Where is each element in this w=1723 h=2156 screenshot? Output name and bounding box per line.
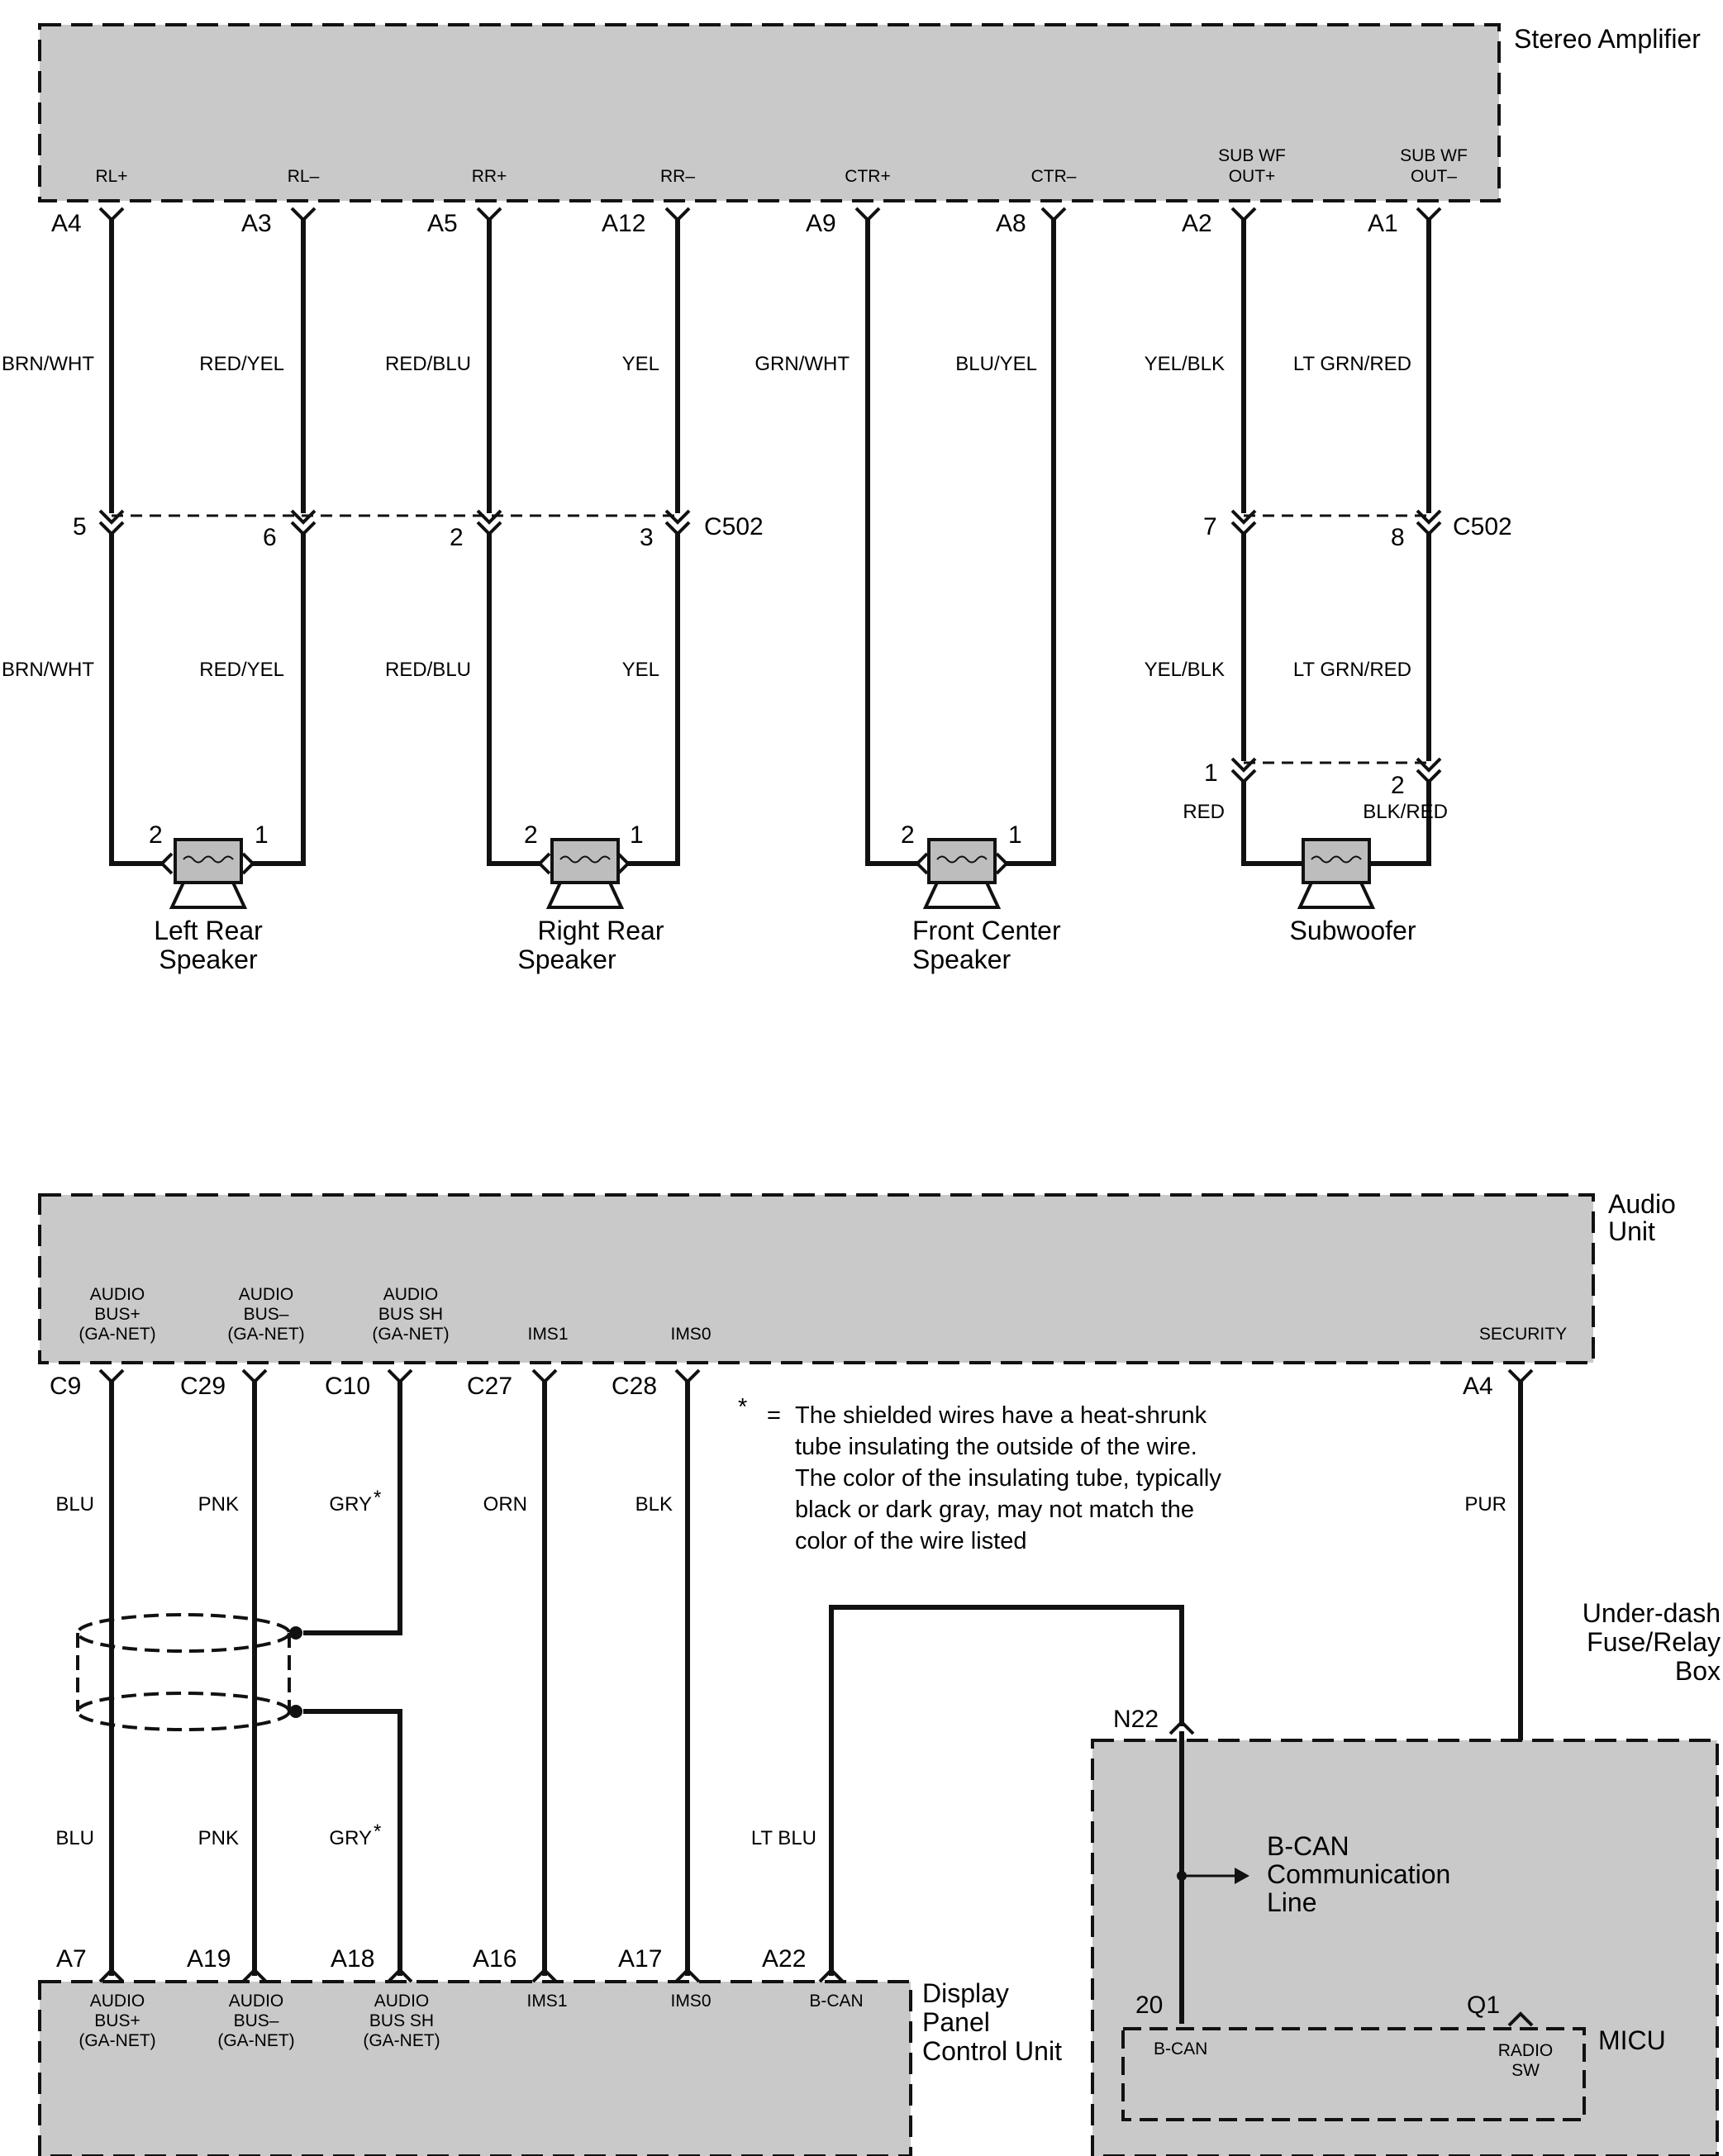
left-rear-speaker-label-2: Speaker	[159, 945, 258, 974]
c502-pin-2: 2	[450, 524, 464, 551]
wire-label-red-blu-2: RED/BLU	[384, 659, 471, 681]
right-rear-speaker	[489, 840, 678, 907]
dp-bus-sh-3: (GA-NET)	[363, 2031, 440, 2050]
fuse-box-title-1: Under-dash	[1582, 1598, 1721, 1628]
audio-unit-title-1: Audio	[1608, 1189, 1676, 1219]
c502-pin-3: 3	[640, 524, 654, 551]
amp-terminal-rl-plus: RL+	[95, 167, 128, 186]
right-rear-speaker-label-1: Right Rear	[537, 916, 664, 945]
shielded-wire-note	[738, 1394, 1221, 1554]
bcan-label-2: Communication	[1267, 1859, 1451, 1889]
sub-pin-1: 1	[1204, 759, 1218, 787]
dp-pin-a16: A16	[473, 1945, 517, 1973]
dp-bus-sh-2: BUS SH	[369, 2011, 435, 2030]
front-center-speaker	[868, 840, 1054, 907]
dp-pin-a19: A19	[187, 1945, 231, 1973]
amp-terminal-subwf-minus-2: OUT–	[1410, 167, 1458, 186]
fuse-box-title-3: Box	[1674, 1656, 1721, 1686]
note-line-3: The color of the insulating tube, typically	[795, 1465, 1221, 1492]
au-pin-c9: C9	[50, 1373, 82, 1400]
stereo-amplifier-box	[40, 25, 1499, 201]
wire-label-red-yel-2: RED/YEL	[199, 659, 284, 681]
bus-wire-blu-2: BLU	[55, 1827, 94, 1849]
dp-bus-plus-1: AUDIO	[89, 1992, 145, 2011]
au-bus-sh-3: (GA-NET)	[372, 1325, 450, 1344]
dp-bus-minus-2: BUS–	[233, 2011, 279, 2030]
au-bus-sh-1: AUDIO	[383, 1285, 439, 1304]
au-bus-minus-1: AUDIO	[238, 1285, 294, 1304]
amp-pin-a8: A8	[996, 210, 1026, 237]
dp-pin-a17: A17	[618, 1945, 663, 1973]
au-pin-a4: A4	[1463, 1373, 1493, 1400]
amp-terminal-subwf-minus-1: SUB WF	[1400, 146, 1468, 165]
au-bus-plus-2: BUS+	[94, 1305, 140, 1324]
micu-bcan-label: B-CAN	[1154, 2039, 1208, 2058]
dp-ims1: IMS1	[526, 1992, 568, 2011]
note-line-5: color of the wire listed	[795, 1528, 1027, 1554]
bus-wire-pur: PUR	[1464, 1493, 1506, 1516]
dp-pin-a18: A18	[331, 1945, 375, 1973]
amp-pin-a3: A3	[241, 210, 272, 237]
amp-pin-a4: A4	[51, 210, 82, 237]
bus-wire-gry-2: GRY	[329, 1827, 372, 1849]
au-pin-c29: C29	[180, 1373, 226, 1400]
wire-label-grn-wht: GRN/WHT	[754, 353, 850, 375]
au-bus-plus-3: (GA-NET)	[79, 1325, 156, 1344]
wire-label-yel-1: YEL	[621, 353, 659, 375]
front-center-speaker-label-1: Front Center	[912, 916, 1061, 945]
stereo-amplifier-title: Stereo Amplifier	[1514, 24, 1701, 54]
amp-terminal-subwf-plus-1: SUB WF	[1218, 146, 1286, 165]
wire-label-yel-blk-1: YEL/BLK	[1144, 353, 1225, 375]
amp-terminal-rr-minus: RR–	[659, 167, 696, 186]
dp-bus-plus-2: BUS+	[94, 2011, 140, 2030]
left-rear-speaker-label-1: Left Rear	[154, 916, 263, 945]
amp-wires-lower	[112, 534, 1429, 864]
display-panel-title-2: Panel	[922, 2007, 990, 2037]
left-rear-pin-1: 1	[255, 821, 269, 849]
amp-terminal-ctr-minus: CTR–	[1030, 167, 1077, 186]
au-pin-c27: C27	[467, 1373, 513, 1400]
bus-wire-pnk-1: PNK	[198, 1493, 239, 1516]
right-rear-pin-1: 1	[630, 821, 644, 849]
au-bus-minus-3: (GA-NET)	[227, 1325, 305, 1344]
bus-wire-lt-blu: LT BLU	[750, 1827, 816, 1849]
amp-pin-a12: A12	[602, 210, 646, 237]
bus-wire-orn: ORN	[483, 1493, 527, 1516]
au-bus-minus-2: BUS–	[243, 1305, 289, 1324]
amp-terminal-ctr-plus: CTR+	[845, 167, 891, 186]
front-center-pin-2: 2	[901, 821, 915, 849]
display-panel-box	[40, 1982, 911, 2156]
left-rear-pin-2: 2	[149, 821, 163, 849]
subwoofer-label: Subwoofer	[1289, 916, 1416, 945]
bcan-label-1: B-CAN	[1267, 1831, 1349, 1861]
wire-label-blk-red: BLK/RED	[1363, 801, 1448, 823]
bus-wire-blk: BLK	[635, 1493, 673, 1516]
bus-wire-blu-1: BLU	[55, 1493, 94, 1516]
c502-pin-6: 6	[263, 524, 277, 551]
wire-label-lt-grn-red-1: LT GRN/RED	[1292, 353, 1411, 375]
bus-wire-gry-1-asterisk: *	[374, 1487, 382, 1509]
c502-pin-7: 7	[1203, 513, 1217, 540]
au-ims1: IMS1	[527, 1325, 569, 1344]
bus-wire-gry-1: GRY	[329, 1493, 372, 1516]
wire-label-yel-2: YEL	[621, 659, 659, 681]
wire-label-brn-wht-1: BRN/WHT	[2, 353, 94, 375]
bus-wire-pnk-2: PNK	[198, 1827, 239, 1849]
note-line-1: The shielded wires have a heat-shrunk	[795, 1402, 1207, 1429]
c502-pin-5: 5	[73, 513, 87, 540]
note-equals: =	[767, 1402, 781, 1429]
amp-pin-a5: A5	[427, 210, 458, 237]
amp-wires-upper	[112, 220, 1429, 864]
dp-bus-sh-1: AUDIO	[374, 1992, 430, 2011]
au-pin-c10: C10	[325, 1373, 371, 1400]
wire-label-red-blu-1: RED/BLU	[384, 353, 471, 375]
micu-pin-q1: Q1	[1467, 1992, 1501, 2019]
dp-pin-a22: A22	[762, 1945, 807, 1973]
c502-label-left: C502	[704, 513, 764, 540]
fuse-box-pin-n22: N22	[1113, 1706, 1159, 1733]
amp-pin-a9: A9	[806, 210, 836, 237]
wire-label-lt-grn-red-2: LT GRN/RED	[1292, 659, 1411, 681]
dp-bus-minus-1: AUDIO	[228, 1992, 284, 2011]
micu-title: MICU	[1598, 2025, 1666, 2055]
display-panel-title-3: Control Unit	[922, 2036, 1062, 2066]
note-asterisk: *	[738, 1394, 748, 1421]
dp-pin-a7: A7	[56, 1945, 87, 1973]
dp-bus-plus-3: (GA-NET)	[79, 2031, 156, 2050]
dp-b-can: B-CAN	[809, 1992, 864, 2011]
c502-pin-8: 8	[1391, 524, 1405, 551]
micu-radio-label-2: SW	[1511, 2061, 1540, 2080]
micu-radio-label-1: RADIO	[1497, 2041, 1554, 2060]
amp-pin-a1: A1	[1368, 210, 1398, 237]
wire-label-blu-yel: BLU/YEL	[955, 353, 1037, 375]
note-line-4: black or dark gray, may not match the	[795, 1497, 1195, 1523]
dp-ims0: IMS0	[670, 1992, 712, 2011]
wire-label-red-yel-1: RED/YEL	[199, 353, 284, 375]
micu-pin-20: 20	[1135, 1992, 1164, 2019]
c502-connector	[100, 511, 1440, 534]
amp-terminal-rr-plus: RR+	[471, 167, 507, 186]
au-ims0: IMS0	[670, 1325, 712, 1344]
front-center-speaker-label-2: Speaker	[912, 945, 1011, 974]
amp-terminal-subwf-plus-2: OUT+	[1228, 167, 1276, 186]
dp-bus-minus-3: (GA-NET)	[217, 2031, 295, 2050]
wire-label-brn-wht-2: BRN/WHT	[2, 659, 94, 681]
left-rear-speaker	[112, 840, 303, 907]
front-center-pin-1: 1	[1008, 821, 1022, 849]
note-line-2: tube insulating the outside of the wire.	[795, 1434, 1197, 1460]
bus-wire-gry-2-asterisk: *	[374, 1820, 382, 1843]
amp-pin-a2: A2	[1182, 210, 1212, 237]
sub-pin-2: 2	[1391, 772, 1405, 799]
wire-label-red: RED	[1183, 801, 1225, 823]
au-pin-c28: C28	[612, 1373, 658, 1400]
audio-unit-chevrons	[100, 1370, 1532, 1382]
au-bus-sh-2: BUS SH	[378, 1305, 444, 1324]
wire-label-yel-blk-2: YEL/BLK	[1144, 659, 1225, 681]
subwoofer	[1244, 840, 1429, 907]
fuse-box-title-2: Fuse/Relay	[1587, 1627, 1721, 1657]
c502-label-right: C502	[1453, 513, 1512, 540]
au-bus-plus-1: AUDIO	[89, 1285, 145, 1304]
amp-terminal-rl-minus: RL–	[287, 167, 320, 186]
right-rear-speaker-label-2: Speaker	[517, 945, 616, 974]
right-rear-pin-2: 2	[524, 821, 538, 849]
audio-unit-title-2: Unit	[1608, 1216, 1655, 1246]
bcan-label-3: Line	[1267, 1887, 1317, 1917]
display-panel-title-1: Display	[922, 1978, 1009, 2008]
au-security: SECURITY	[1478, 1325, 1568, 1344]
